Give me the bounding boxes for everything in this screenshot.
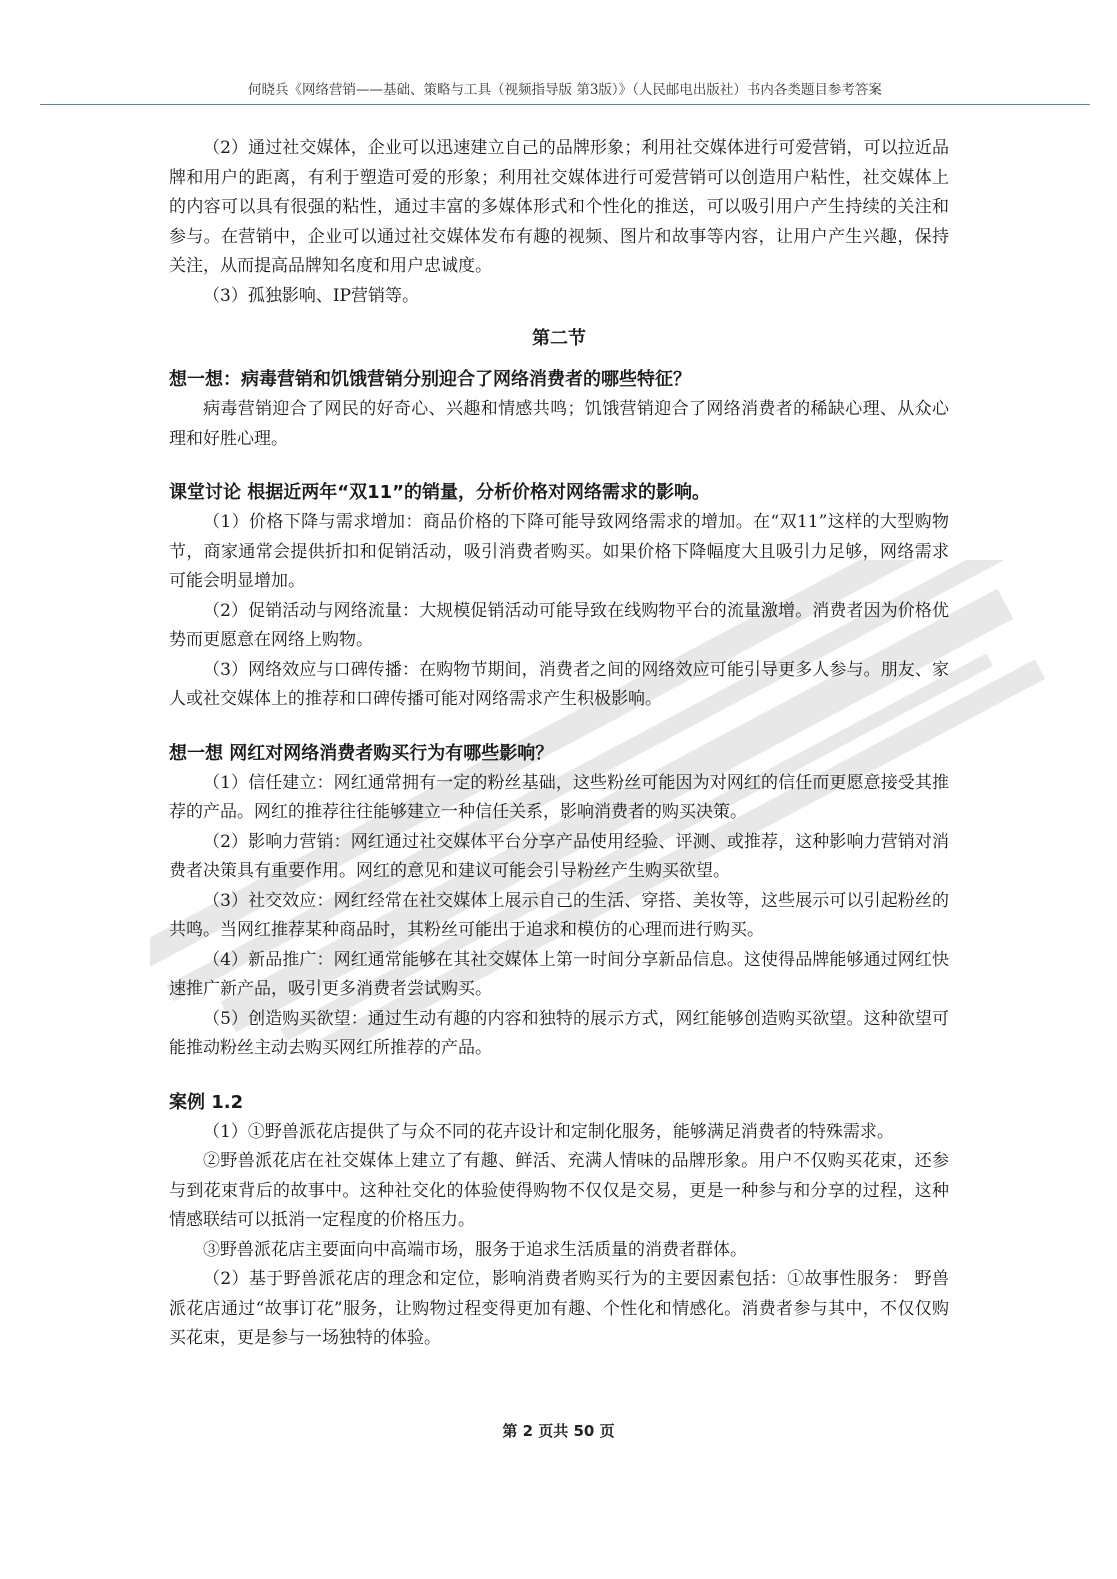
spacer: [169, 1064, 949, 1088]
header-rule: [40, 104, 1090, 105]
question-heading: 想一想：病毒营销和饥饿营销分别迎合了网络消费者的哪些特征？: [169, 369, 691, 390]
paragraph: （4）新品推广：网红通常能够在其社交媒体上第一时间分享新品信息。这使得品牌能够通过网红快速推广新产品，吸引更多消费者尝试购买。: [169, 949, 949, 999]
paragraph: （1）①野兽派花店提供了与众不同的花卉设计和定制化服务，能够满足消费者的特殊需求。: [203, 1121, 894, 1142]
page-number: 第 2 页共 50 页: [502, 1422, 615, 1440]
paragraph: （1）价格下降与需求增加：商品价格的下降可能导致网络需求的增加。在“双11”这样的大型购物节，商家通常会提供折扣和促销活动，吸引消费者购买。如果价格下降幅度大且吸引力足够，网络需求可能会明显增加。: [169, 512, 949, 591]
question-heading: 课堂讨论 根据近两年“双11”的销量，分析价格对网络需求的影响。: [169, 482, 710, 503]
running-header: 何晓兵《网络营销——基础、策略与工具（视频指导版 第3版）》（人民邮电出版社）书内各类题目参考答案: [248, 82, 882, 98]
paragraph: 病毒营销迎合了网民的好奇心、兴趣和情感共鸣；饥饿营销迎合了网络消费者的稀缺心理、从众心理和好胜心理。: [169, 399, 949, 449]
spacer: [169, 454, 949, 478]
paragraph: （3）网络效应与口碑传播：在购物节期间，消费者之间的网络效应可能引导更多人参与。朋友、家人或社交媒体上的推荐和口碑传播可能对网络需求产生积极影响。: [169, 659, 949, 709]
paragraph: ③野兽派花店主要面向中高端市场，服务于追求生活质量的消费者群体。: [203, 1239, 747, 1260]
paragraph: （1）信任建立：网红通常拥有一定的粉丝基础，这些粉丝可能因为对网红的信任而更愿意接受其推荐的产品。网红的推荐往往能够建立一种信任关系，影响消费者的购买决策。: [169, 772, 949, 822]
paragraph: （2）影响力营销：网红通过社交媒体平台分享产品使用经验、评测、或推荐，这种影响力营销对消费者决策具有重要作用。网红的意见和建议可能会引导粉丝产生购买欲望。: [169, 831, 949, 881]
paragraph: ②野兽派花店在社交媒体上建立了有趣、鲜活、充满人情味的品牌形象。用户不仅购买花束，还参与到花束背后的故事中。这种社交化的体验使得购物不仅仅是交易，更是一种参与和分享的过程，这种情感联结可以抵消一定程度的价格压力。: [169, 1151, 949, 1230]
paragraph: （3）社交效应：网红经常在社交媒体上展示自己的生活、穿搭、美妆等，这些展示可以引起粉丝的共鸣。当网红推荐某种商品时，其粉丝可能出于追求和模仿的心理而进行购买。: [169, 890, 949, 940]
paragraph: （2）基于野兽派花店的理念和定位，影响消费者购买行为的主要因素包括：①故事性服务： 野兽派花店通过“故事订花”服务，让购物过程变得更加有趣、个性化和情感化。消费者参与其中，不仅仅购买花束，更是参与一场独特的体验。: [169, 1269, 949, 1348]
question-heading: 想一想 网红对网络消费者购买行为有哪些影响？: [169, 742, 554, 764]
paragraph: （2）通过社交媒体，企业可以迅速建立自己的品牌形象；利用社交媒体进行可爱营销，可以拉近品牌和用户的距离，有利于塑造可爱的形象；利用社交媒体进行可爱营销可以创造用户粘性，社交媒体上的内容可以具有很强的粘性，通过丰富的多媒体形式和个性化的推送，可以吸引用户产生持续的关注和参与。在营销中，企业可以通过社交媒体发布有趣的视频、图片和故事等内容，让用户产生兴趣，保持关注，从而提高品牌知名度和用户忠诚度。: [169, 138, 949, 276]
document-body: [169, 134, 949, 1354]
paragraph: （2）促销活动与网络流量：大规模促销活动可能导致在线购物平台的流量激增。消费者因为价格优势而更愿意在网络上购物。: [169, 600, 949, 650]
paragraph: （3）孤独影响、IP营销等。: [203, 285, 419, 306]
spacer: [169, 715, 949, 739]
question-heading: 案例 1.2: [169, 1091, 244, 1113]
paragraph: （5）创造购买欲望：通过生动有趣的内容和独特的展示方式，网红能够创造购买欲望。这种欲望可能推动粉丝主动去购买网红所推荐的产品。: [169, 1008, 949, 1058]
section-title: 第二节: [532, 328, 586, 349]
